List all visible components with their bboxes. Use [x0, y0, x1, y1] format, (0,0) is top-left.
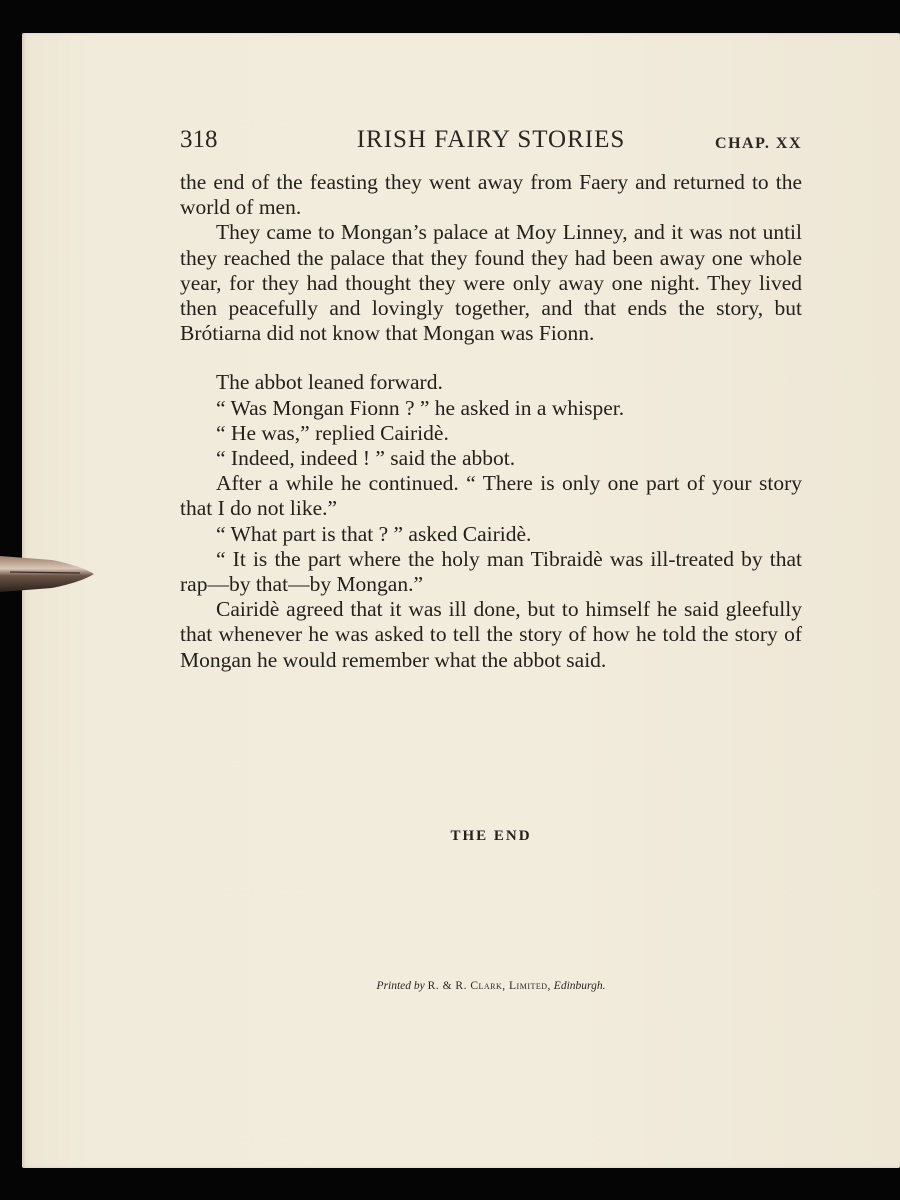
the-end-label: THE END [450, 828, 532, 844]
paragraph: After a while he continued. “ There is only one part of your story that I do not like.” [180, 471, 802, 521]
paragraph: “ Was Mongan Fionn ? ” he asked in a whisper. [216, 395, 625, 420]
paragraph: “ What part is that ? ” asked Cairidè. [216, 521, 532, 546]
paragraph: “ He was,” replied Cairidè. [216, 420, 449, 445]
page-number: 318 [180, 126, 218, 153]
body-text [180, 170, 802, 673]
printer-place: Edinburgh. [553, 980, 606, 992]
page-header [180, 126, 802, 162]
printer-name: R. & R. Clark, Limited, [427, 980, 551, 992]
chapter-label: CHAP. XX [715, 135, 802, 152]
paragraph: the end of the feasting they went away from Faery and returned to the world of men. [180, 170, 802, 220]
running-title: IRISH FAIRY STORIES [356, 126, 626, 153]
printed-by-label: Printed by [376, 980, 425, 992]
paragraph: The abbot leaned forward. [216, 370, 443, 395]
printer-imprint [180, 980, 802, 992]
pen-nib-icon [0, 552, 95, 596]
paragraph: Cairidè agreed that it was ill done, but to himself he said gleefully that whenever he was asked to tell the story of how he told the story of Mongan he would remember what the abbot said. [180, 597, 802, 672]
paragraph: They came to Mongan’s palace at Moy Linney, and it was not until they reached the palace that they found they had been away one whole year, for they had thought they were only away one night. They lived then peacefully and lovingly together, and that ends the story, but Brótiarna did not know that Mongan was Fionn. [180, 220, 802, 346]
paragraph: “ It is the part where the holy man Tibraidè was ill-treated by that rap—by that—by Mongan.” [180, 546, 802, 597]
paragraph: “ Indeed, indeed ! ” said the abbot. [216, 446, 516, 471]
